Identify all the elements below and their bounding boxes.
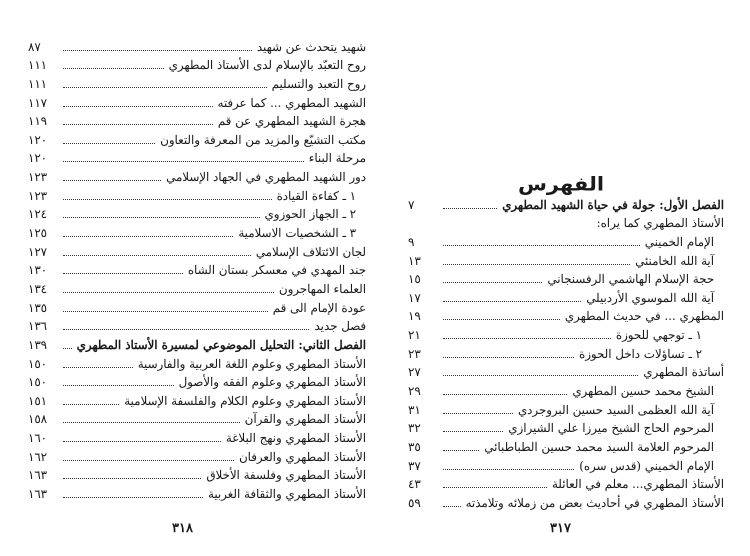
toc-entry-page: ٢٩ xyxy=(408,384,421,399)
toc-entry-title: الفصل الثاني: التحليل الموضوعي لمسيرة الأستاذ المطهري xyxy=(76,337,366,352)
toc-entry-title: الأستاذ المطهري وعلوم اللغة العربية والفارسية xyxy=(137,356,366,371)
toc-entry-page: ٤٣ xyxy=(408,477,421,492)
toc-entry-title: هجرة الشهيد المطهري عن قم xyxy=(217,114,366,129)
toc-entry-page: ١٣٩ xyxy=(28,337,48,352)
toc-entry xyxy=(28,203,366,222)
toc-entry-page: ١٥٠ xyxy=(28,375,48,390)
dot-leader xyxy=(443,337,611,339)
dot-leader xyxy=(63,347,72,349)
toc-entry-title: الشهيد المطهري ... كما عرفته xyxy=(217,95,366,110)
toc-entry xyxy=(28,445,366,464)
dot-leader xyxy=(443,356,574,358)
toc-entry xyxy=(28,277,366,296)
toc-entry-page: ١٢٥ xyxy=(28,226,48,241)
toc-entry-title: مكتب التشيّع والمزيد من المعرفة والتعاون xyxy=(160,132,366,147)
toc-list-left xyxy=(28,35,366,501)
toc-entry-title: ١ ـ كفاءة القيادة xyxy=(276,188,356,203)
dot-leader xyxy=(63,421,240,423)
dot-leader xyxy=(63,235,233,237)
toc-entry-title: الأستاذ المطهري... معلم في العائلة xyxy=(551,477,724,492)
toc-entry xyxy=(408,286,724,305)
toc-entry-page: ١٢٤ xyxy=(28,207,48,222)
toc-entry-title: روح التعبّد بالإسلام لدى الأستاذ المطهري xyxy=(168,58,366,73)
toc-entry-title: الأستاذ المطهري والقرآن xyxy=(244,412,366,427)
toc-entry-title: المرحوم الحاج الشيخ ميرزا علي الشيرازي xyxy=(508,421,714,436)
toc-entry xyxy=(28,165,366,184)
toc-entry xyxy=(28,54,366,73)
toc-entry-page: ١٦٢ xyxy=(28,449,48,464)
toc-entry-title: العلماء المهاجرون xyxy=(278,281,366,296)
toc-entry-page: ١١٧ xyxy=(28,95,48,110)
toc-entry-title: المرحوم العلامة السيد محمد حسين الطباطبائي xyxy=(484,439,714,454)
toc-entry xyxy=(408,268,724,287)
toc-entry-page: ١١١ xyxy=(28,76,48,91)
dot-leader xyxy=(443,505,461,507)
toc-entry-page: ١٢٣ xyxy=(28,170,48,185)
toc-entry-title: حجة الإسلام الهاشمي الرفسنجاني xyxy=(547,272,714,287)
toc-entry-title: الأستاذ المطهري وفلسفة الأخلاق xyxy=(206,468,366,483)
toc-entry-title: الأستاذ المطهري والثقافة الغربية xyxy=(208,487,366,502)
toc-entry-page: ١٢٣ xyxy=(28,188,48,203)
toc-entry-page: ١٣ xyxy=(408,253,421,268)
dot-leader xyxy=(63,160,304,162)
toc-entry-title: الأستاذ المطهري كما يراه: xyxy=(596,216,724,231)
toc-entry-title: مرحلة البناء xyxy=(308,151,366,166)
toc-entry xyxy=(28,296,366,315)
dot-leader xyxy=(443,318,560,320)
dot-leader xyxy=(63,477,201,479)
toc-entry xyxy=(28,371,366,390)
toc-entry xyxy=(28,35,366,54)
toc-entry xyxy=(28,259,366,278)
toc-entry-page: ١٩ xyxy=(408,309,421,324)
toc-entry-page: ٣١ xyxy=(408,402,421,417)
toc-entry-page: ١١١ xyxy=(28,58,48,73)
toc-entry-page: ٢٣ xyxy=(408,346,421,361)
toc-entry xyxy=(408,249,724,268)
toc-entry-page: ٣٧ xyxy=(408,458,421,473)
dot-leader xyxy=(63,310,268,312)
toc-entry-page: ١٦٣ xyxy=(28,487,48,502)
dot-leader xyxy=(63,105,213,107)
toc-entry-page: ٩ xyxy=(408,234,415,249)
dot-leader xyxy=(443,244,640,246)
toc-entry xyxy=(408,323,724,342)
toc-entry-page: ٣٥ xyxy=(408,439,421,454)
toc-entry-title: آية الله العظمى السيد حسين البروجردي xyxy=(517,402,714,417)
toc-entry-page: ١٥ xyxy=(408,272,421,287)
dot-leader xyxy=(63,67,164,69)
toc-entry-title: الأستاذ المطهري ونهج البلاغة xyxy=(225,431,366,446)
toc-entry-page: ١٣٤ xyxy=(28,281,48,296)
toc-entry-page: ١٦٠ xyxy=(28,431,48,446)
toc-entry-page: ١٥١ xyxy=(28,393,48,408)
toc-entry xyxy=(28,91,366,110)
toc-entry-title: عودة الإمام الى قم xyxy=(272,300,366,315)
toc-entry-title: الشيخ محمد حسين المطهري xyxy=(572,384,714,399)
page-number-left: ٣١٨ xyxy=(172,521,193,536)
toc-entry-title: الإمام الخميني xyxy=(644,234,714,249)
toc-entry xyxy=(28,128,366,147)
toc-entry xyxy=(28,315,366,334)
toc-entry xyxy=(28,333,366,352)
dot-leader xyxy=(443,430,503,432)
toc-entry-page: ١٢٠ xyxy=(28,132,48,147)
dot-leader xyxy=(63,198,272,200)
toc-entry xyxy=(28,482,366,501)
right-page xyxy=(375,0,750,556)
toc-entry xyxy=(28,184,366,203)
dot-leader xyxy=(443,468,574,470)
dot-leader xyxy=(443,449,479,451)
toc-entry-page: ٢١ xyxy=(408,328,421,343)
toc-entry xyxy=(28,221,366,240)
toc-entry-title: الأستاذ المطهري والعرفان xyxy=(238,449,366,464)
toc-entry-page: ٢٧ xyxy=(408,365,421,380)
toc-entry-page: ٧ xyxy=(408,197,415,212)
toc-entry-page: ١٥٨ xyxy=(28,412,48,427)
toc-entry xyxy=(408,435,724,454)
dot-leader xyxy=(63,403,119,405)
dot-leader xyxy=(443,226,592,227)
toc-entry-page: ٣٢ xyxy=(408,421,421,436)
toc-entry xyxy=(28,352,366,371)
toc-entry xyxy=(408,212,724,231)
dot-leader xyxy=(63,496,203,498)
toc-entry-page: ١٢٧ xyxy=(28,244,48,259)
dot-leader xyxy=(443,263,630,265)
toc-entry-title: فصل جديد xyxy=(314,319,366,334)
toc-entry xyxy=(28,408,366,427)
dot-leader xyxy=(443,300,581,302)
toc-entry xyxy=(28,464,366,483)
toc-entry xyxy=(408,491,724,510)
page-number-right: ٣١٧ xyxy=(550,521,571,536)
toc-entry-page: ١٧ xyxy=(408,290,421,305)
toc-entry-page: ١٢٠ xyxy=(28,151,48,166)
dot-leader xyxy=(443,281,542,283)
toc-entry xyxy=(408,379,724,398)
toc-entry-title: آية الله الخامنئي xyxy=(635,253,714,268)
dot-leader xyxy=(63,123,213,125)
dot-leader xyxy=(443,486,547,488)
dot-leader xyxy=(63,459,234,461)
dot-leader xyxy=(63,440,221,442)
dot-leader xyxy=(63,328,309,330)
dot-leader xyxy=(63,86,267,88)
toc-entry-title: المطهري ... في حديث المطهري xyxy=(564,309,724,324)
toc-entry-title: دور الشهيد المطهري في الجهاد الإسلامي xyxy=(166,170,366,185)
dot-leader xyxy=(63,366,133,368)
toc-entry-title: شهيد يتحدث عن شهيد xyxy=(256,39,366,54)
dot-leader xyxy=(63,49,252,51)
toc-entry-title: الإمام الخميني (قدس سره) xyxy=(579,458,714,473)
toc-entry-page: ٥٩ xyxy=(408,495,421,510)
toc-entry-page: ١٦٣ xyxy=(28,468,48,483)
toc-entry-title: روح التعبد والتسليم xyxy=(271,76,366,91)
toc-entry xyxy=(28,426,366,445)
toc-entry-title: ٢ ـ الجهاز الحوزوي xyxy=(264,207,356,222)
toc-entry xyxy=(408,342,724,361)
toc-entry-title: الأستاذ المطهري وعلوم الكلام والفلسفة الإسلامية xyxy=(124,393,366,408)
toc-entry-title: آية الله الموسوي الأردبيلي xyxy=(586,290,714,305)
toc-entry-title: الفصل الأول: جولة في حياة الشهيد المطهري xyxy=(502,197,724,212)
toc-entry-page: ١٣٠ xyxy=(28,263,48,278)
dot-leader xyxy=(63,291,274,293)
toc-entry-page: ١٣٥ xyxy=(28,300,48,315)
toc-entry-title: لجان الائتلاف الإسلامي xyxy=(255,244,366,259)
toc-entry-title: جند المهدي في معسكر بستان الشاه xyxy=(187,263,366,278)
toc-entry-title: الأستاذ المطهري وعلوم الفقه والأصول xyxy=(178,375,366,390)
dot-leader xyxy=(63,272,183,274)
dot-leader xyxy=(443,207,497,209)
toc-entry xyxy=(408,193,724,212)
toc-entry-page: ١١٩ xyxy=(28,114,48,129)
toc-entry xyxy=(408,398,724,417)
toc-list-right xyxy=(408,193,724,510)
toc-entry-title: ٢ ـ تساؤلات داخل الحوزة xyxy=(579,346,702,361)
toc-entry xyxy=(408,454,724,473)
dot-leader xyxy=(63,142,155,144)
toc-entry xyxy=(408,305,724,324)
toc-entry xyxy=(408,230,724,249)
toc-entry xyxy=(408,473,724,492)
dot-leader xyxy=(63,216,260,218)
toc-entry xyxy=(28,240,366,259)
toc-entry xyxy=(28,389,366,408)
toc-entry-page: ١٥٠ xyxy=(28,356,48,371)
toc-entry xyxy=(28,147,366,166)
toc-entry-page: ١٣٦ xyxy=(28,319,48,334)
dot-leader xyxy=(443,412,513,414)
toc-entry-title: الأستاذ المطهري في أحاديث بعض من زملائه وتلامذته xyxy=(465,495,724,510)
toc-entry xyxy=(408,417,724,436)
dot-leader xyxy=(63,254,251,256)
toc-entry xyxy=(408,361,724,380)
toc-entry-title: ١ ـ توجهي للحوزة xyxy=(615,328,702,343)
dot-leader xyxy=(443,374,638,376)
index-title: الفهرس xyxy=(517,173,605,195)
dot-leader xyxy=(63,179,161,181)
toc-entry xyxy=(28,110,366,129)
toc-entry-title: ٣ ـ الشخصيات الاسلامية xyxy=(238,226,356,241)
toc-entry-page: ٨٧ xyxy=(28,39,41,54)
toc-entry-title: أساتذة المطهري xyxy=(643,365,724,380)
dot-leader xyxy=(63,384,174,386)
dot-leader xyxy=(443,393,567,395)
toc-entry xyxy=(28,72,366,91)
